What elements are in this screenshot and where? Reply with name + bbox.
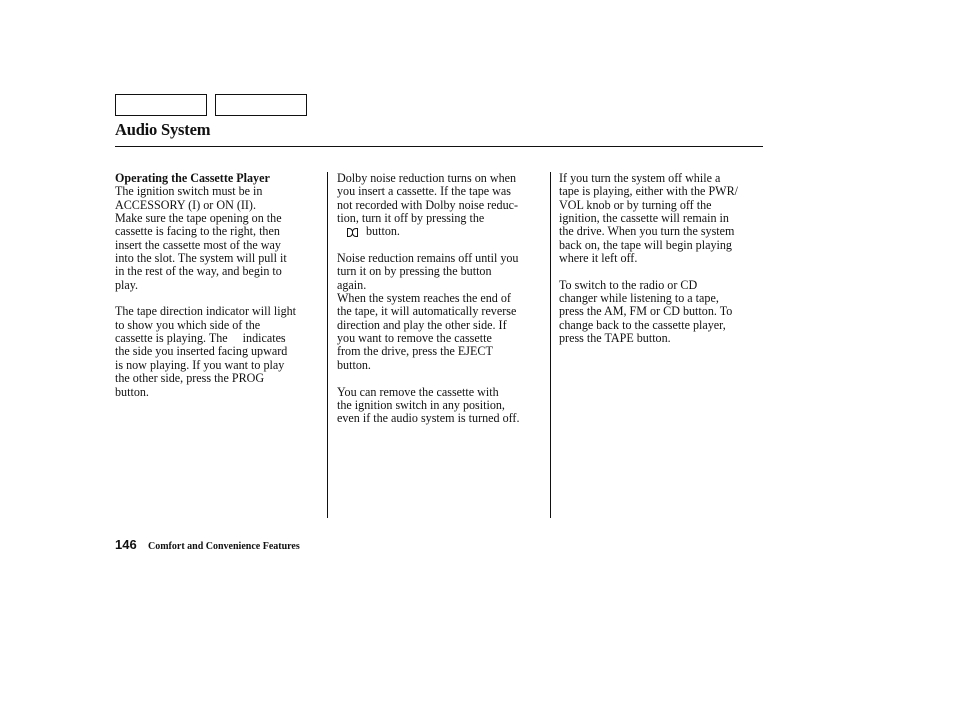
paragraph: To switch to the radio or CD changer while listening to a tape, press the AM, FM or CD button. To change back to the cassette player, press the TAPE button.	[559, 277, 733, 346]
page-number: 146	[115, 537, 137, 552]
dolby-nr-icon	[347, 228, 358, 236]
text-column-3	[559, 172, 763, 345]
page-title: Audio System	[115, 120, 211, 139]
paragraph	[115, 305, 321, 398]
paragraph: The ignition switch must be in ACCESSORY (I) or ON (II). Make sure the tape opening on the cassette is facing to the right, then insert the cassette most of the way into the slot. The system will pull it in the rest of the way, and begin to play.	[115, 184, 287, 292]
footer-section-title: Comfort and Convenience Features	[148, 541, 300, 552]
header-tab-box-1	[115, 94, 207, 116]
paragraph: Noise reduction remains off until you turn it on by pressing the button again. When the system reaches the end of the tape, it will automatically reverse direction and play the other side. If you want to remove the cassette from the drive, press the EJECT button.	[337, 251, 519, 372]
paragraph-text: button.	[366, 224, 400, 239]
text-column-1	[115, 172, 321, 399]
paragraph-text: Dolby noise reduction turns on when you insert a cassette. If the tape was not recorded with Dolby noise reduc- tion, turn it off by pressing the	[337, 171, 519, 226]
section-heading: Operating the Cassette Player	[115, 171, 270, 185]
column-divider	[550, 172, 551, 518]
paragraph: You can remove the cassette with the ignition switch in any position, even if the audio system is turned off.	[337, 384, 520, 426]
column-divider	[327, 172, 328, 518]
title-divider	[115, 146, 763, 147]
header-tab-box-2	[215, 94, 307, 116]
paragraph-text: The tape direction indicator will light to show you which side of the cassette is playing. The	[115, 304, 297, 346]
paragraph	[337, 172, 545, 239]
paragraph: If you turn the system off while a tape is playing, either with the PWR/ VOL knob or by turning off the ignition, the cassette will remain in the drive. When you turn the system back on, the tape will begin playing where it left off.	[559, 171, 739, 266]
text-column-2	[337, 172, 545, 426]
paragraph-text: indicates the side you inserted facing upward is now playing. If you want to play the other side, press the PROG button.	[115, 331, 288, 399]
